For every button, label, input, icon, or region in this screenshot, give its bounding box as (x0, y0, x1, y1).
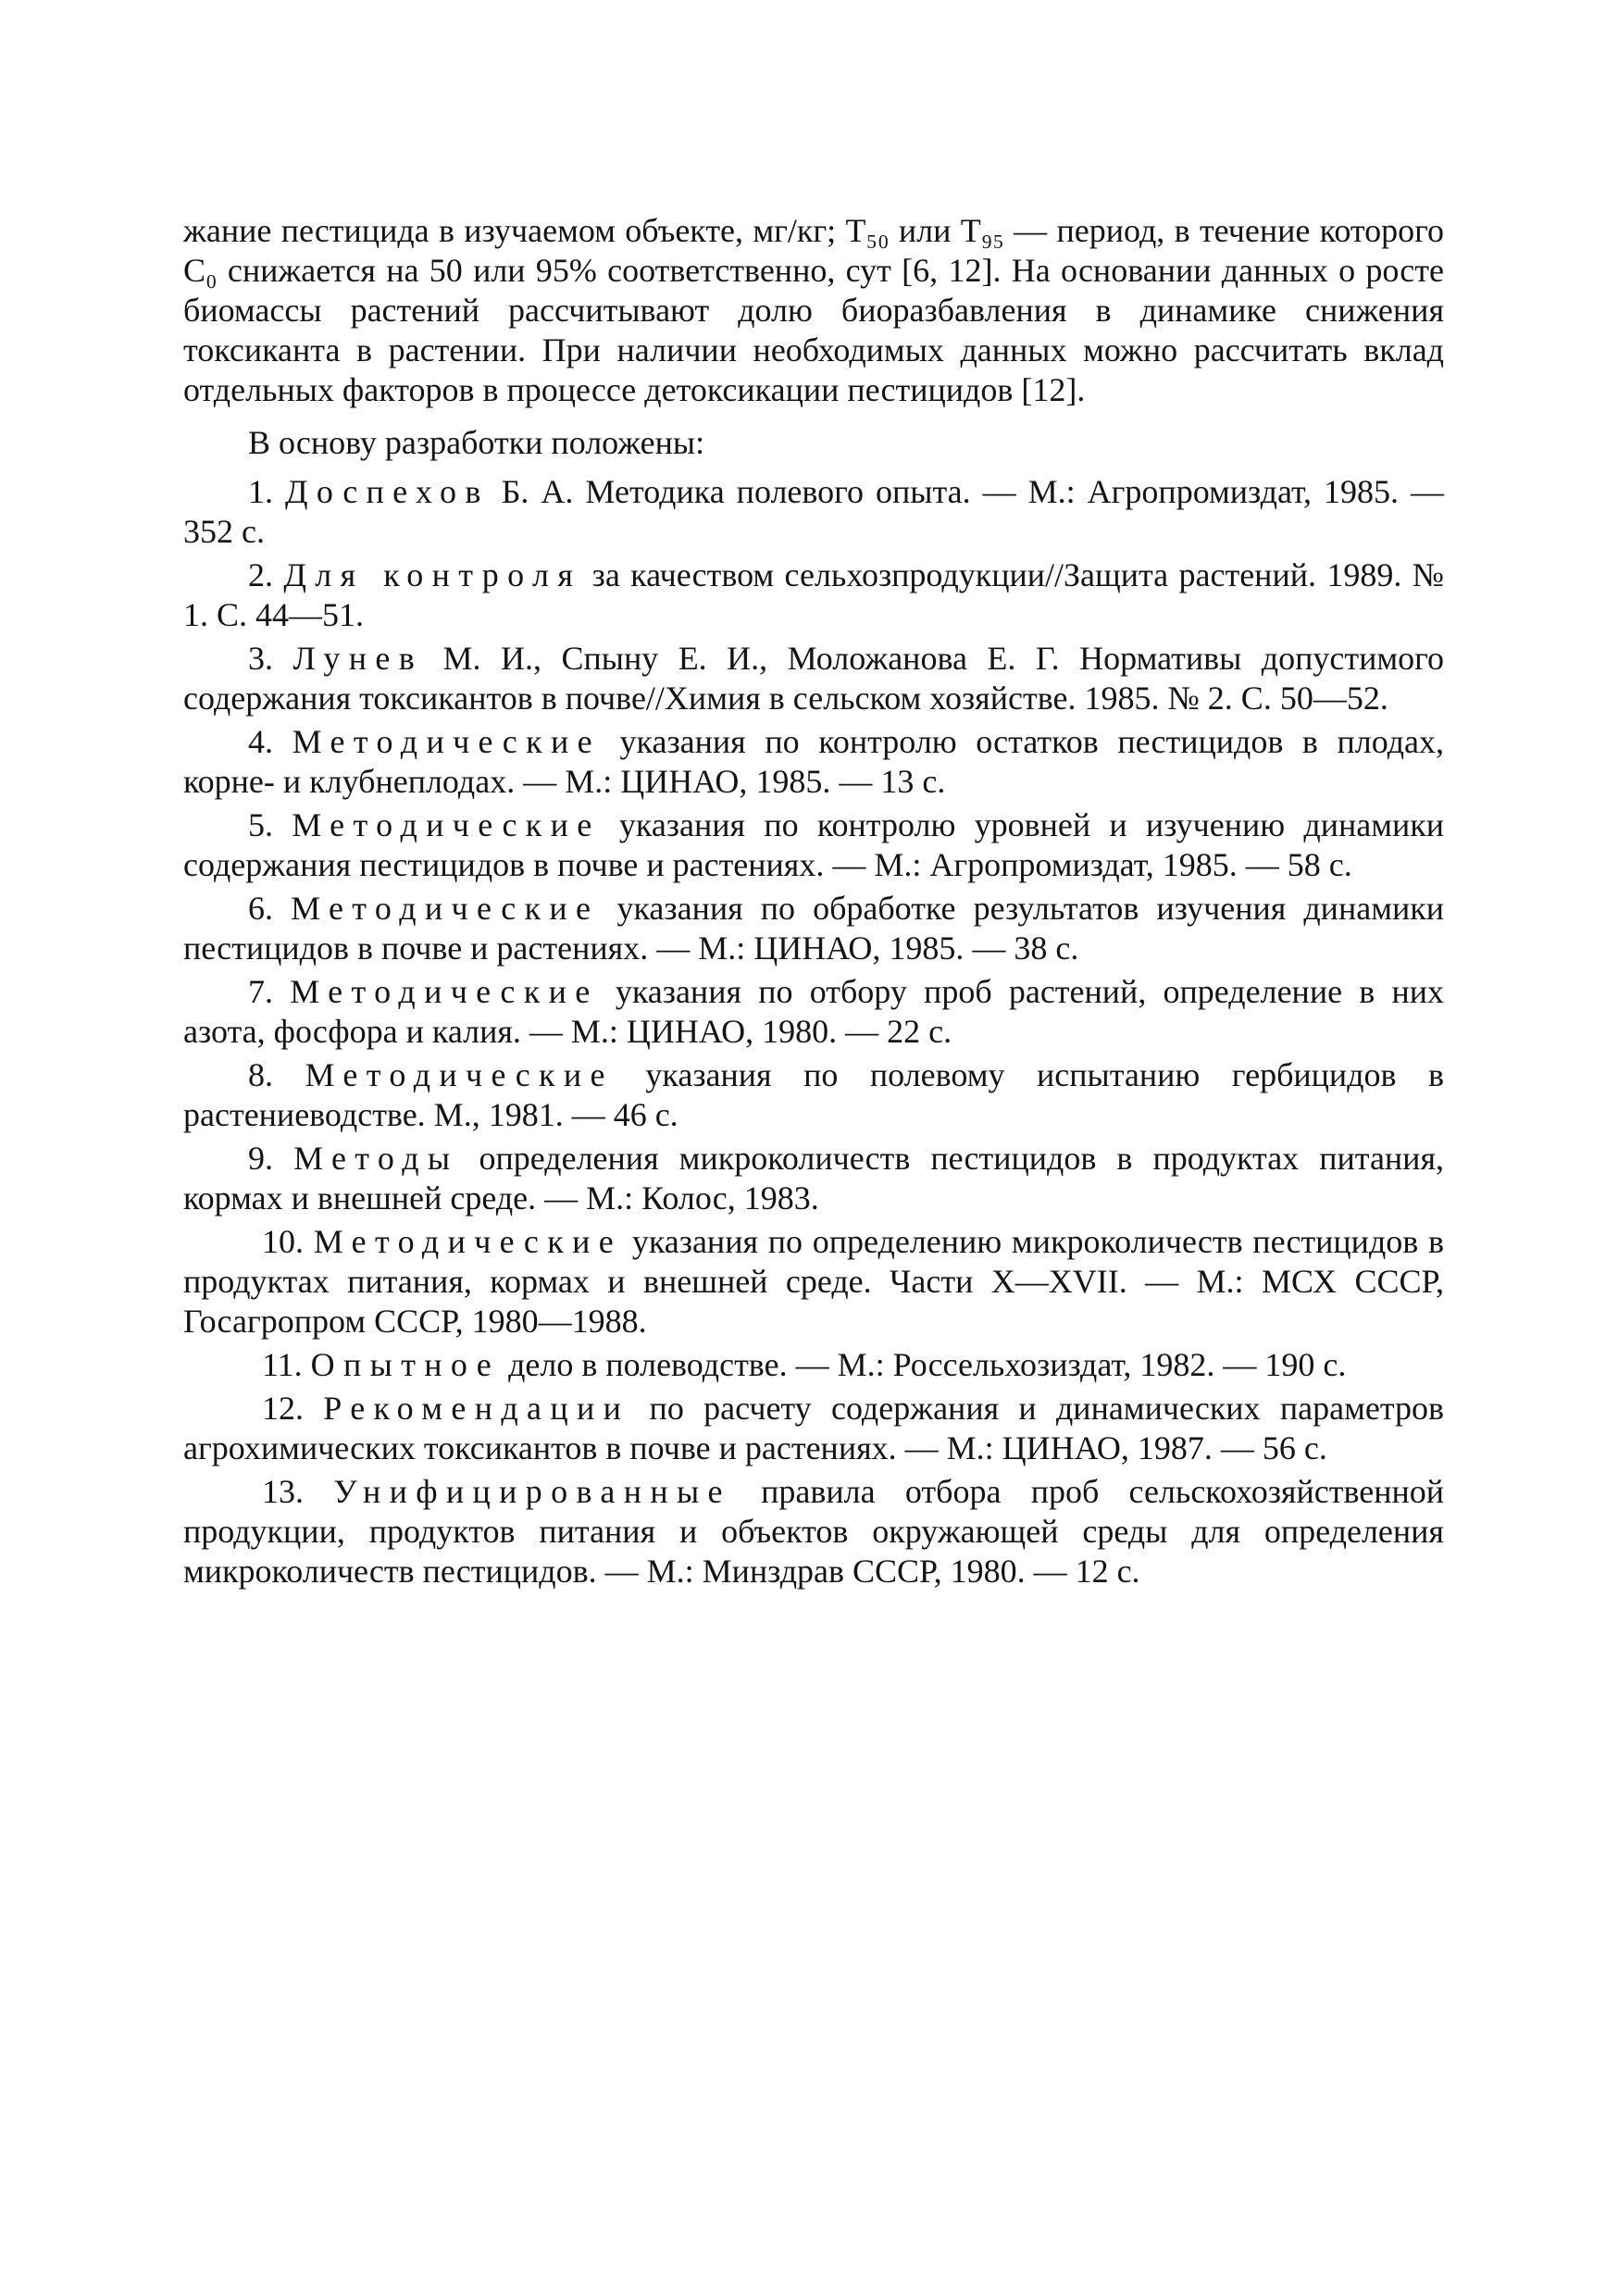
reference-number: 7. (248, 973, 273, 1010)
reference-number: 10. (262, 1223, 304, 1260)
intro-paragraph: жание пестицида в изучаемом объекте, мг/кг; T₅₀ или T₉₅ — период, в течение которого C₀ снижается на 50 или 95% соответственно, сут [6, 12]. На основании данных о росте биомассы растений рассчитывают долю биоразбавления в динамике снижения токсиканта в растении. При наличии необходимых данных можно рассчитать вклад отдельных факторов в процессе детоксикации пестицидов [12]. (183, 212, 1444, 408)
reference-item (183, 722, 1444, 802)
reference-number: 8. (248, 1056, 273, 1093)
reference-item (183, 1389, 1444, 1468)
references-lead: В основу разработки положены: (248, 424, 705, 461)
reference-author: Методические (305, 1056, 614, 1093)
reference-text: указания по контролю уровней и изучению динамики содержания пестицидов в почве и растениях. — М.: Агропромиздат, 1985. — 58 с. (183, 806, 1445, 883)
reference-text: Б. А. Методика полевого опыта. — М.: Агропромиздат, 1985. — 352 с. (183, 473, 1445, 550)
reference-item (183, 1055, 1444, 1135)
reference-text: определения микроколичеств пестицидов в продуктах питания, кормах и внешней среде. — М.: Колос, 1983. (183, 1140, 1445, 1217)
reference-number: 1. (248, 473, 273, 510)
reference-number: 9. (248, 1140, 273, 1177)
reference-text: указания по определению микроколичеств пестицидов в продуктах питания, кормах и внешней среде. Части X—XVII. — М.: МСХ СССР, Госагропром СССР, 1980—1988. (183, 1223, 1444, 1340)
reference-author: Опытное (310, 1346, 501, 1383)
reference-text: указания по обработке результатов изучения динамики пестицидов в почве и растениях. — М.: ЦИНАО, 1985. — 38 с. (183, 890, 1444, 967)
reference-item (183, 472, 1444, 552)
reference-author: Методические (292, 723, 601, 760)
reference-item (183, 639, 1444, 718)
reference-item (183, 972, 1444, 1052)
reference-text: за качеством сельхозпродукции//Защита растений. 1989. № 1. С. 44—51. (183, 556, 1445, 633)
reference-item (183, 889, 1444, 968)
reference-text: по расчету содержания и динамических параметров агрохимических токсикантов в почве и растениях. — М.: ЦИНАО, 1987. — 56 с. (183, 1390, 1445, 1466)
reference-text: правила отбора проб сельскохозяйственной продукции, продуктов питания и объектов окружающей среды для определения микроколичеств пестицидов. — М.: Минздрав СССР, 1980. — 12 с. (183, 1473, 1445, 1590)
reference-author: Для контроля (283, 556, 582, 593)
reference-author: Методические (292, 806, 601, 843)
reference-number: 2. (248, 556, 273, 593)
reference-text: дело в полеводстве. — М.: Россельхозиздат, 1982. — 190 с. (508, 1346, 1347, 1383)
reference-text: М. И., Спыну Е. И., Моложанова Е. Г. Нормативы допустимого содержания токсикантов в почве//Химия в сельском хозяйстве. 1985. № 2. С. 50—52. (183, 640, 1445, 717)
reference-number: 12. (262, 1390, 304, 1427)
reference-author: Методические (291, 890, 600, 927)
reference-author: Рекомендации (323, 1390, 630, 1427)
reference-number: 4. (248, 723, 273, 760)
reference-item (183, 555, 1444, 635)
reference-number: 13. (262, 1473, 304, 1510)
reference-author: Методические (290, 973, 599, 1010)
reference-item (183, 805, 1444, 885)
reference-author: Методические (313, 1223, 623, 1260)
reference-number: 5. (248, 806, 273, 843)
reference-author: Лунев (292, 640, 424, 677)
reference-author: Доспехов (285, 473, 490, 510)
reference-number: 3. (248, 640, 273, 677)
reference-item (183, 1139, 1444, 1218)
reference-item (183, 1345, 1444, 1385)
reference-author: Методы (293, 1140, 459, 1177)
reference-text: указания по контролю остатков пестицидов в плодах, корне- и клубнеплодах. — М.: ЦИНАО, 1985. — 13 с. (183, 723, 1444, 800)
page-text (183, 211, 1444, 1591)
reference-text: указания по полевому испытанию гербицидов в растениеводстве. М., 1981. — 46 с. (183, 1056, 1445, 1133)
reference-text: указания по отбору проб растений, определение в них азота, фосфора и калия. — М.: ЦИНАО, 1980. — 22 с. (183, 973, 1445, 1050)
reference-author: Унифицированные (333, 1473, 731, 1510)
reference-item (183, 1472, 1444, 1591)
reference-number: 11. (262, 1346, 303, 1383)
reference-item (183, 1222, 1444, 1341)
reference-number: 6. (248, 890, 273, 927)
